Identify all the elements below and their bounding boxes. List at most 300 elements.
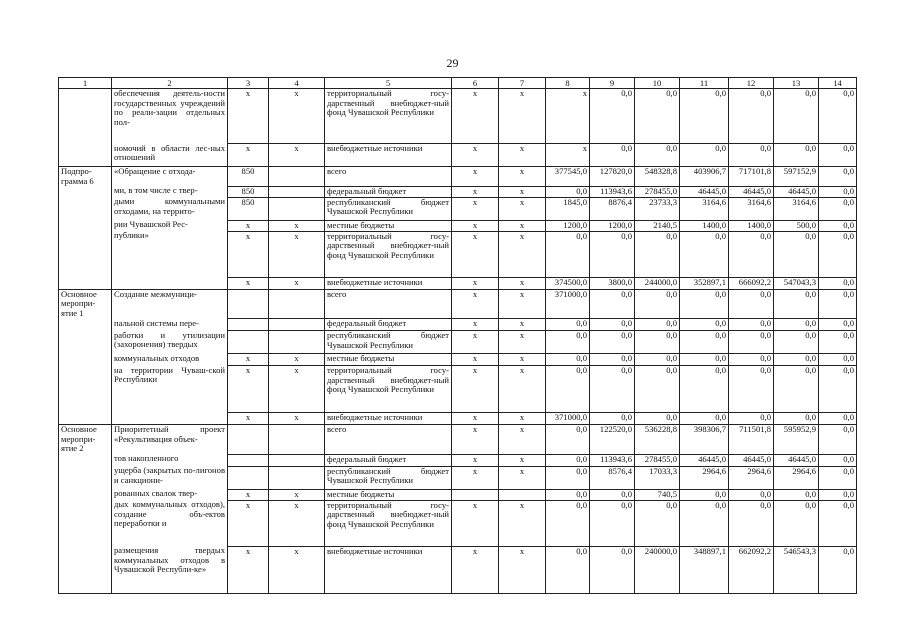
value-cell: 0,0: [680, 89, 729, 144]
mark-cell: x: [499, 413, 546, 425]
value-cell: 0,0: [635, 331, 680, 354]
value-cell: 278455,0: [635, 454, 680, 466]
code-cell: 850: [228, 186, 269, 197]
table-row: [59, 220, 857, 231]
value-cell: 240000,0: [635, 546, 680, 593]
mark-cell: x: [452, 413, 499, 425]
value-cell: 0,0: [819, 454, 857, 466]
mark-cell: x: [452, 354, 499, 366]
value-cell: 711501,8: [729, 425, 774, 454]
value-cell: 0,0: [774, 366, 819, 413]
table-row: [59, 167, 857, 187]
column-number-9: 9: [590, 78, 635, 89]
value-cell: 0,0: [819, 277, 857, 289]
value-cell: 0,0: [546, 319, 590, 331]
value-cell: 403906,7: [680, 167, 729, 187]
funding-source-cell: республиканский бюджет Чувашской Республики: [325, 466, 452, 489]
value-cell: 46445,0: [774, 454, 819, 466]
value-cell: 122520,0: [590, 425, 635, 454]
value-cell: 348897,1: [680, 546, 729, 593]
value-cell: 0,0: [680, 366, 729, 413]
program-cell: [59, 413, 112, 425]
value-cell: 8576,4: [590, 466, 635, 489]
value-cell: 0,0: [635, 354, 680, 366]
value-cell: 0,0: [635, 144, 680, 167]
mark-cell: x: [452, 289, 499, 318]
program-cell: [59, 277, 112, 289]
mark-cell: x: [499, 220, 546, 231]
value-cell: 371000,0: [546, 413, 590, 425]
description-cell: Создание межмуници-: [112, 289, 228, 318]
value-cell: 0,0: [774, 89, 819, 144]
value-cell: 0,0: [590, 366, 635, 413]
value-cell: 46445,0: [729, 454, 774, 466]
value-cell: 2964,6: [680, 466, 729, 489]
description-cell: рии Чувашской Рес-: [112, 220, 228, 231]
value-cell: 0,0: [819, 413, 857, 425]
code-cell: x: [228, 220, 269, 231]
value-cell: 0,0: [774, 289, 819, 318]
code-cell: [228, 425, 269, 454]
description-cell: рованных свалок твер-: [112, 489, 228, 500]
column-number-1: 1: [59, 78, 112, 89]
program-cell: [59, 354, 112, 366]
code-cell: x: [269, 366, 325, 413]
mark-cell: x: [499, 231, 546, 277]
value-cell: 0,0: [590, 144, 635, 167]
funding-source-cell: внебюджетные источники: [325, 277, 452, 289]
funding-source-cell: территориальный госу-дарственный внебюджет-ный фонд Чувашской Республики: [325, 366, 452, 413]
description-cell: тов накопленного: [112, 454, 228, 466]
code-cell: 850: [228, 197, 269, 220]
value-cell: 0,0: [729, 89, 774, 144]
value-cell: 371000,0: [546, 289, 590, 318]
mark-cell: x: [499, 331, 546, 354]
value-cell: 8876,4: [590, 197, 635, 220]
column-number-14: 14: [819, 78, 857, 89]
value-cell: 0,0: [729, 489, 774, 500]
funding-source-cell: внебюджетные источники: [325, 546, 452, 593]
code-cell: x: [228, 413, 269, 425]
column-number-7: 7: [499, 78, 546, 89]
program-cell: [59, 466, 112, 489]
column-number-5: 5: [325, 78, 452, 89]
description-cell: работки и утилизации (захоронения) твердых: [112, 331, 228, 354]
table-row: [59, 331, 857, 354]
value-cell: x: [546, 144, 590, 167]
value-cell: 0,0: [635, 289, 680, 318]
code-cell: x: [228, 231, 269, 277]
value-cell: 0,0: [774, 231, 819, 277]
mark-cell: x: [499, 144, 546, 167]
table-row: [59, 319, 857, 331]
value-cell: 0,0: [774, 319, 819, 331]
value-cell: 0,0: [680, 331, 729, 354]
funding-source-cell: внебюджетные источники: [325, 413, 452, 425]
program-cell: [59, 319, 112, 331]
mark-cell: x: [499, 354, 546, 366]
value-cell: 2964,6: [774, 466, 819, 489]
table-row: [59, 231, 857, 277]
value-cell: 597152,9: [774, 167, 819, 187]
value-cell: 0,0: [819, 89, 857, 144]
value-cell: 3164,6: [680, 197, 729, 220]
code-cell: [269, 289, 325, 318]
value-cell: 0,0: [819, 167, 857, 187]
mark-cell: x: [452, 231, 499, 277]
funding-source-cell: республиканский бюджет Чувашской Республики: [325, 331, 452, 354]
value-cell: 0,0: [774, 144, 819, 167]
table-row: [59, 489, 857, 500]
code-cell: x: [228, 89, 269, 144]
value-cell: 0,0: [635, 500, 680, 546]
mark-cell: x: [499, 454, 546, 466]
column-number-13: 13: [774, 78, 819, 89]
mark-cell: x: [499, 425, 546, 454]
code-cell: 850: [228, 167, 269, 187]
column-number-6: 6: [452, 78, 499, 89]
funding-source-cell: республиканский бюджет Чувашской Республики: [325, 197, 452, 220]
value-cell: 0,0: [635, 413, 680, 425]
description-cell: на территории Чуваш-ской Республики: [112, 366, 228, 413]
code-cell: x: [228, 500, 269, 546]
value-cell: 500,0: [774, 220, 819, 231]
funding-source-cell: местные бюджеты: [325, 489, 452, 500]
mark-cell: x: [499, 319, 546, 331]
program-cell: [59, 454, 112, 466]
value-cell: 0,0: [819, 319, 857, 331]
mark-cell: x: [452, 425, 499, 454]
description-cell: ми, в том числе с твер-: [112, 186, 228, 197]
value-cell: 3800,0: [590, 277, 635, 289]
value-cell: 0,0: [590, 546, 635, 593]
program-cell: [59, 144, 112, 167]
value-cell: 536228,8: [635, 425, 680, 454]
value-cell: 0,0: [729, 231, 774, 277]
value-cell: 2140,5: [635, 220, 680, 231]
funding-source-cell: федеральный бюджет: [325, 319, 452, 331]
value-cell: 0,0: [635, 231, 680, 277]
description-cell: «Обращение с отхода-: [112, 167, 228, 187]
value-cell: 0,0: [546, 546, 590, 593]
table-row: [59, 366, 857, 413]
value-cell: 662092,2: [729, 546, 774, 593]
value-cell: 0,0: [819, 489, 857, 500]
value-cell: 398306,7: [680, 425, 729, 454]
value-cell: 0,0: [819, 546, 857, 593]
value-cell: 244000,0: [635, 277, 680, 289]
mark-cell: x: [499, 167, 546, 187]
value-cell: 0,0: [590, 331, 635, 354]
value-cell: 0,0: [774, 489, 819, 500]
value-cell: 0,0: [546, 231, 590, 277]
value-cell: 0,0: [819, 354, 857, 366]
value-cell: 127820,0: [590, 167, 635, 187]
value-cell: 0,0: [729, 354, 774, 366]
program-cell: [59, 489, 112, 500]
value-cell: 0,0: [819, 197, 857, 220]
value-cell: 740,5: [635, 489, 680, 500]
code-cell: x: [228, 144, 269, 167]
table-row: [59, 466, 857, 489]
value-cell: 1400,0: [680, 220, 729, 231]
value-cell: 2964,6: [729, 466, 774, 489]
value-cell: 0,0: [590, 413, 635, 425]
table-row: [59, 454, 857, 466]
value-cell: 0,0: [680, 413, 729, 425]
code-cell: [228, 466, 269, 489]
funding-source-cell: федеральный бюджет: [325, 454, 452, 466]
value-cell: 0,0: [774, 331, 819, 354]
funding-source-cell: местные бюджеты: [325, 220, 452, 231]
mark-cell: x: [452, 466, 499, 489]
table-row: [59, 354, 857, 366]
description-cell: коммунальных отходов: [112, 354, 228, 366]
program-cell: [59, 220, 112, 231]
description-cell: [112, 413, 228, 425]
value-cell: 0,0: [590, 319, 635, 331]
funding-source-cell: внебюджетные источники: [325, 144, 452, 167]
value-cell: 0,0: [590, 289, 635, 318]
funding-source-cell: территориальный госу-дарственный внебюджет-ный фонд Чувашской Республики: [325, 500, 452, 546]
page-number: 29: [446, 56, 459, 70]
program-cell: Подпро-грамма 6: [59, 167, 112, 187]
mark-cell: x: [499, 197, 546, 220]
code-cell: [269, 331, 325, 354]
funding-source-cell: территориальный госу-дарственный внебюджет-ный фонд Чувашской Республики: [325, 231, 452, 277]
value-cell: 0,0: [590, 89, 635, 144]
code-cell: [228, 289, 269, 318]
program-cell: [59, 366, 112, 413]
description-cell: обеспечения деятель-ности государственных учреждений по реали-зации отдельных пол-: [112, 89, 228, 144]
code-cell: x: [269, 546, 325, 593]
code-cell: x: [269, 500, 325, 546]
value-cell: 352897,1: [680, 277, 729, 289]
value-cell: 595952,9: [774, 425, 819, 454]
code-cell: x: [269, 144, 325, 167]
value-cell: 0,0: [819, 466, 857, 489]
value-cell: 0,0: [729, 289, 774, 318]
mark-cell: x: [452, 277, 499, 289]
column-number-10: 10: [635, 78, 680, 89]
program-cell: [59, 546, 112, 593]
column-number-2: 2: [112, 78, 228, 89]
value-cell: 278455,0: [635, 186, 680, 197]
code-cell: [269, 466, 325, 489]
description-cell: публики»: [112, 231, 228, 277]
column-number-4: 4: [269, 78, 325, 89]
funding-source-cell: всего: [325, 425, 452, 454]
value-cell: 0,0: [819, 231, 857, 277]
value-cell: 0,0: [635, 366, 680, 413]
value-cell: 3164,6: [729, 197, 774, 220]
value-cell: 0,0: [774, 500, 819, 546]
mark-cell: [452, 489, 499, 500]
code-cell: [228, 454, 269, 466]
code-cell: [228, 319, 269, 331]
value-cell: x: [546, 89, 590, 144]
program-cell: [59, 186, 112, 197]
value-cell: 0,0: [546, 425, 590, 454]
table-row: [59, 500, 857, 546]
mark-cell: x: [452, 331, 499, 354]
code-cell: x: [269, 413, 325, 425]
value-cell: 46445,0: [774, 186, 819, 197]
code-cell: x: [228, 546, 269, 593]
mark-cell: x: [452, 319, 499, 331]
code-cell: x: [228, 277, 269, 289]
program-cell: Основное меропри-ятие 2: [59, 425, 112, 454]
program-cell: [59, 331, 112, 354]
program-cell: [59, 231, 112, 277]
value-cell: 0,0: [680, 319, 729, 331]
value-cell: 0,0: [819, 366, 857, 413]
value-cell: 1845,0: [546, 197, 590, 220]
value-cell: 374500,0: [546, 277, 590, 289]
code-cell: [269, 319, 325, 331]
description-cell: [112, 277, 228, 289]
column-number-8: 8: [546, 78, 590, 89]
code-cell: x: [269, 220, 325, 231]
value-cell: 0,0: [635, 319, 680, 331]
value-cell: 0,0: [546, 354, 590, 366]
mark-cell: x: [499, 186, 546, 197]
value-cell: 46445,0: [680, 186, 729, 197]
value-cell: 0,0: [590, 489, 635, 500]
program-cell: [59, 89, 112, 144]
description-cell: дых коммунальных отходов), создание объ-ектов переработки и: [112, 500, 228, 546]
value-cell: 548328,8: [635, 167, 680, 187]
value-cell: 0,0: [546, 466, 590, 489]
value-cell: 546543,3: [774, 546, 819, 593]
code-cell: [269, 454, 325, 466]
value-cell: 0,0: [590, 500, 635, 546]
table-row: [59, 425, 857, 454]
value-cell: 0,0: [546, 366, 590, 413]
value-cell: 3164,6: [774, 197, 819, 220]
value-cell: 0,0: [635, 89, 680, 144]
value-cell: 0,0: [819, 500, 857, 546]
code-cell: x: [269, 354, 325, 366]
mark-cell: x: [499, 546, 546, 593]
mark-cell: x: [452, 144, 499, 167]
description-cell: номочий в области лес-ных отношений: [112, 144, 228, 167]
value-cell: 0,0: [729, 319, 774, 331]
table-row: [59, 197, 857, 220]
value-cell: 0,0: [680, 354, 729, 366]
value-cell: 0,0: [546, 454, 590, 466]
mark-cell: x: [452, 89, 499, 144]
mark-cell: x: [499, 466, 546, 489]
table-row: [59, 144, 857, 167]
mark-cell: x: [452, 546, 499, 593]
value-cell: 23733,3: [635, 197, 680, 220]
funding-source-cell: всего: [325, 167, 452, 187]
code-cell: [228, 331, 269, 354]
value-cell: 46445,0: [729, 186, 774, 197]
description-cell: дыми коммунальными отходами, на террито-: [112, 197, 228, 220]
value-cell: 666092,2: [729, 277, 774, 289]
value-cell: 113943,6: [590, 454, 635, 466]
value-cell: 0,0: [546, 489, 590, 500]
code-cell: x: [228, 489, 269, 500]
value-cell: 0,0: [546, 331, 590, 354]
mark-cell: x: [499, 89, 546, 144]
value-cell: 0,0: [819, 220, 857, 231]
description-cell: ущерба (закрытых по-лигонов и санкциони-: [112, 466, 228, 489]
value-cell: 0,0: [729, 413, 774, 425]
funding-source-cell: всего: [325, 289, 452, 318]
program-cell: Основное меропри-ятие 1: [59, 289, 112, 318]
mark-cell: x: [452, 220, 499, 231]
program-cell: [59, 500, 112, 546]
column-number-12: 12: [729, 78, 774, 89]
value-cell: 0,0: [590, 231, 635, 277]
value-cell: 377545,0: [546, 167, 590, 187]
value-cell: 0,0: [774, 354, 819, 366]
table-row: [59, 289, 857, 318]
mark-cell: [499, 489, 546, 500]
description-cell: пальной системы пере-: [112, 319, 228, 331]
value-cell: 1200,0: [546, 220, 590, 231]
value-cell: 0,0: [680, 500, 729, 546]
value-cell: 46445,0: [680, 454, 729, 466]
table-row: [59, 277, 857, 289]
code-cell: [269, 425, 325, 454]
budget-table: [58, 77, 857, 594]
code-cell: x: [228, 366, 269, 413]
code-cell: x: [269, 277, 325, 289]
mark-cell: x: [452, 454, 499, 466]
table-row: [59, 413, 857, 425]
value-cell: 717101,8: [729, 167, 774, 187]
description-cell: размещения твердых коммунальных отходов в Чувашской Республи-ке»: [112, 546, 228, 593]
value-cell: 0,0: [680, 231, 729, 277]
value-cell: 0,0: [729, 144, 774, 167]
value-cell: 0,0: [819, 186, 857, 197]
code-cell: [269, 197, 325, 220]
funding-source-cell: местные бюджеты: [325, 354, 452, 366]
value-cell: 0,0: [819, 289, 857, 318]
value-cell: 1400,0: [729, 220, 774, 231]
mark-cell: x: [499, 289, 546, 318]
value-cell: 17033,3: [635, 466, 680, 489]
value-cell: 547043,3: [774, 277, 819, 289]
mark-cell: x: [452, 500, 499, 546]
table-row: [59, 186, 857, 197]
value-cell: 113943,6: [590, 186, 635, 197]
value-cell: 0,0: [729, 500, 774, 546]
funding-source-cell: территориальный госу-дарственный внебюджет-ный фонд Чувашской Республики: [325, 89, 452, 144]
value-cell: 0,0: [546, 186, 590, 197]
code-cell: x: [228, 354, 269, 366]
value-cell: 0,0: [546, 500, 590, 546]
code-cell: x: [269, 231, 325, 277]
column-number-3: 3: [228, 78, 269, 89]
table-row: [59, 546, 857, 593]
table-row: [59, 89, 857, 144]
value-cell: 1200,0: [590, 220, 635, 231]
value-cell: 0,0: [680, 489, 729, 500]
value-cell: 0,0: [729, 331, 774, 354]
code-cell: [269, 186, 325, 197]
value-cell: 0,0: [819, 425, 857, 454]
mark-cell: x: [452, 366, 499, 413]
description-cell: Приоритетный проект «Рекультивация объек-: [112, 425, 228, 454]
value-cell: 0,0: [819, 144, 857, 167]
value-cell: 0,0: [680, 144, 729, 167]
mark-cell: x: [452, 167, 499, 187]
